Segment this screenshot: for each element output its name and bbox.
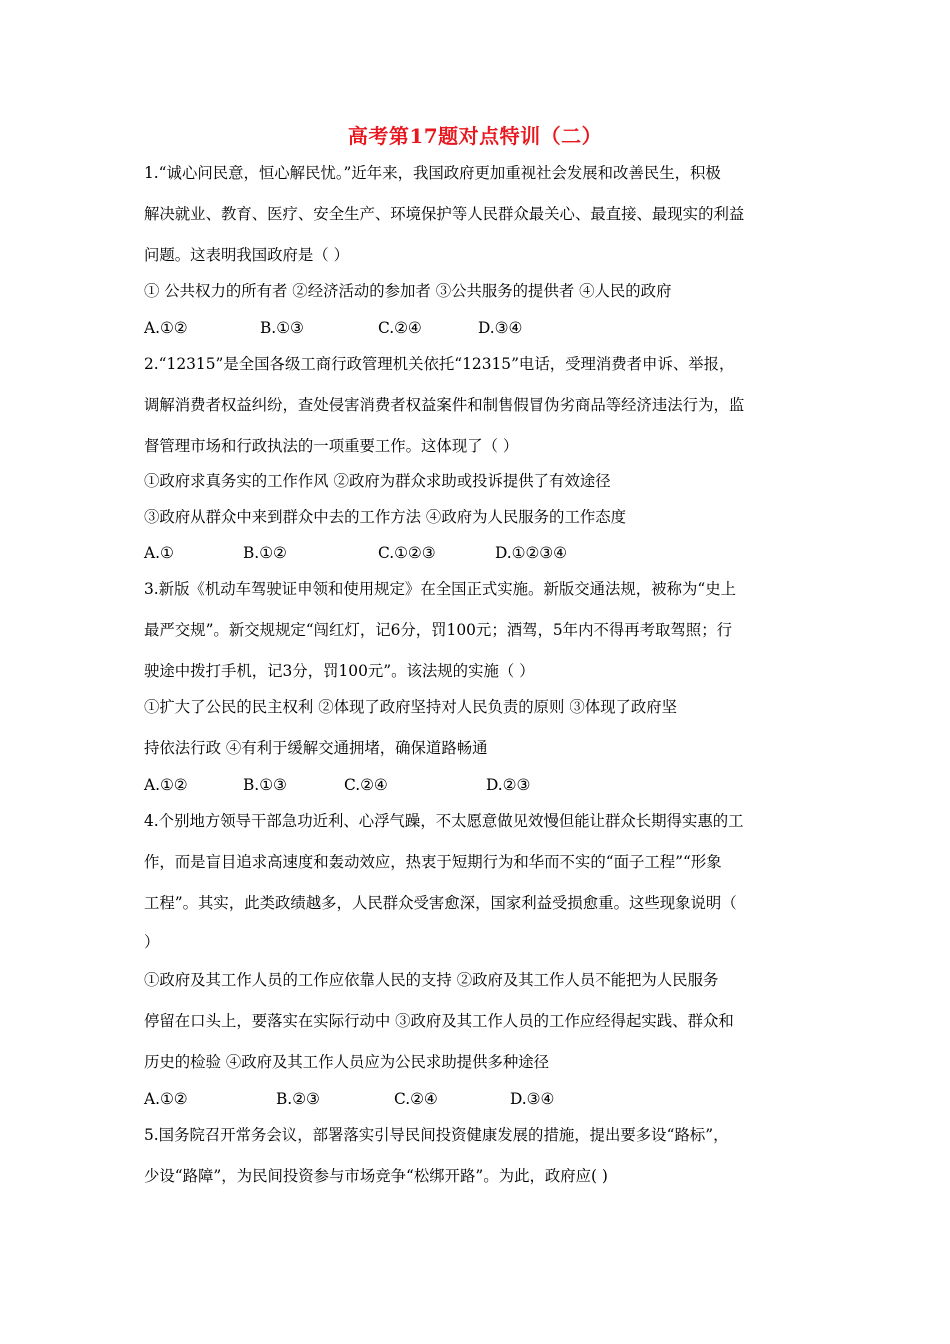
q4-stem-line-4: ） (144, 933, 160, 951)
q4-statement-line-2: 停留在口头上，要落实在实际行动中 ③政府及其工作人员的工作应经得起实践、群众和 (144, 1012, 734, 1030)
q4-option-c: C.②④ (394, 1090, 438, 1108)
q2-stem-line-3: 督管理市场和行政执法的一项重要工作。这体现了（ ） (144, 437, 519, 455)
q2-option-d: D.①②③④ (495, 544, 567, 562)
q3-statement-line-1: ①扩大了公民的民主权利 ②体现了政府坚持对人民负责的原则 ③体现了政府坚 (144, 698, 678, 716)
q1-stem-line-3: 问题。这表明我国政府是（ ） (144, 246, 349, 264)
q5-stem-line-1: 5.国务院召开常务会议，部署落实引导民间投资健康发展的措施，提出要多设“路标”， (144, 1126, 729, 1144)
q3-stem-line-2: 最严交规”。新交规规定“闯红灯，记6分，罚100元；酒驾，5年内不得再考取驾照；行 (144, 621, 732, 639)
q2-statement-line-1: ①政府求真务实的工作作风 ②政府为群众求助或投诉提供了有效途径 (144, 472, 611, 490)
document-title: 高考第17题对点特训（二） (347, 124, 603, 148)
q4-stem-line-3: 工程”。其实，此类政绩越多，人民群众受害愈深，国家利益受损愈重。这些现象说明（ (144, 894, 737, 912)
q2-options (144, 543, 567, 563)
q4-stem-line-1: 4.个别地方领导干部急功近利、心浮气躁，不太愿意做见效慢但能让群众长期得实惠的工 (144, 812, 744, 830)
q3-option-d: D.②③ (486, 776, 531, 794)
q4-options (144, 1089, 554, 1109)
q4-option-a: A.①② (144, 1090, 188, 1108)
q1-stem-line-1: 1.“诚心问民意，恒心解民忧。”近年来，我国政府更加重视社会发展和改善民生，积极 (144, 164, 721, 182)
q4-option-d: D.③④ (510, 1090, 555, 1108)
q1-option-b: B.①③ (260, 319, 304, 337)
q3-option-c: C.②④ (344, 776, 388, 794)
q4-stem-line-2: 作，而是盲目追求高速度和轰动效应，热衷于短期行为和华而不实的“面子工程”“形象 (144, 853, 722, 871)
q1-option-a: A.①② (144, 319, 188, 337)
q3-stem-line-3: 驶途中拨打手机，记3分，罚100元”。该法规的实施（ ） (144, 662, 535, 680)
q3-options (144, 775, 530, 795)
q3-option-a: A.①② (144, 776, 188, 794)
q2-statement-line-2: ③政府从群众中来到群众中去的工作方法 ④政府为人民服务的工作态度 (144, 508, 627, 526)
q4-statement-line-3: 历史的检验 ④政府及其工作人员应为公民求助提供多种途径 (144, 1053, 550, 1071)
q1-option-d: D.③④ (478, 319, 523, 337)
q1-options (144, 318, 522, 338)
q5-stem-line-2: 少设“路障”，为民间投资参与市场竞争“松绑开路”。为此，政府应( ) (144, 1167, 608, 1185)
q3-option-b: B.①③ (243, 776, 287, 794)
q2-option-b: B.①② (243, 544, 287, 562)
q2-stem-line-1: 2.“12315”是全国各级工商行政管理机关依托“12315”电话，受理消费者申诉、举报， (144, 355, 735, 373)
q1-statements: ① 公共权力的所有者 ②经济活动的参加者 ③公共服务的提供者 ④人民的政府 (144, 282, 672, 300)
q2-option-c: C.①②③ (378, 544, 436, 562)
q3-stem-line-1: 3.新版《机动车驾驶证申领和使用规定》在全国正式实施。新版交通法规，被称为“史上 (144, 580, 737, 598)
q1-stem-line-2: 解决就业、教育、医疗、安全生产、环境保护等人民群众最关心、最直接、最现实的利益 (144, 205, 745, 223)
q2-stem-line-2: 调解消费者权益纠纷，查处侵害消费者权益案件和制售假冒伪劣商品等经济违法行为，监 (144, 396, 745, 414)
q4-statement-line-1: ①政府及其工作人员的工作应依靠人民的支持 ②政府及其工作人员不能把为人民服务 (144, 971, 719, 989)
q4-option-b: B.②③ (276, 1090, 320, 1108)
q3-statement-line-2: 持依法行政 ④有利于缓解交通拥堵，确保道路畅通 (144, 739, 488, 757)
q2-option-a: A.① (144, 544, 174, 562)
q1-option-c: C.②④ (378, 319, 422, 337)
